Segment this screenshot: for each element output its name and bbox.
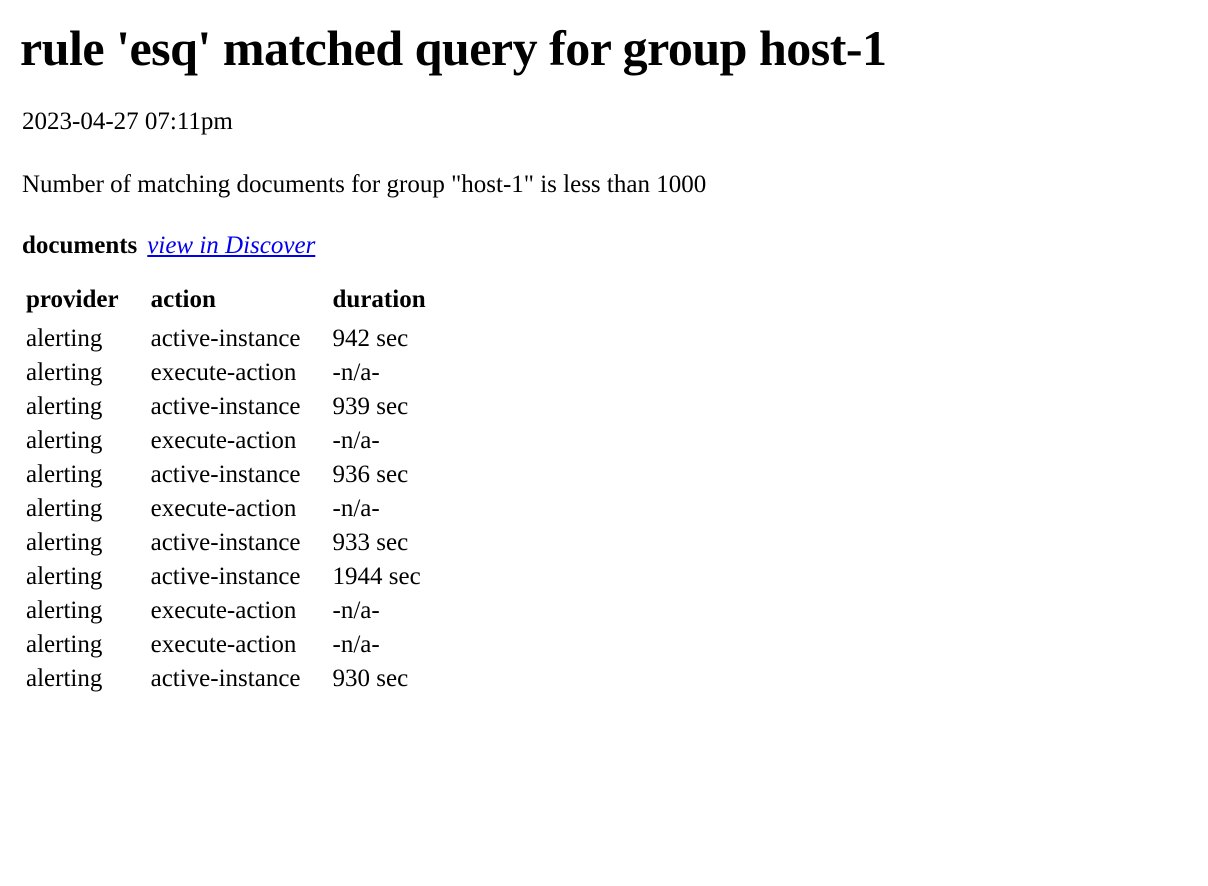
table-row <box>20 390 452 424</box>
cell-duration: -n/a- <box>332 494 380 522</box>
cell-duration: 1944 sec <box>332 562 421 590</box>
table-row <box>20 492 452 526</box>
cell-duration: 939 sec <box>332 392 409 420</box>
cell-provider: alerting <box>26 392 103 420</box>
table-header-row <box>20 286 452 322</box>
cell-provider: alerting <box>26 528 103 556</box>
table-row <box>20 458 452 492</box>
cell-action: active-instance <box>150 460 301 488</box>
column-header-action: action <box>150 285 216 313</box>
documents-row <box>22 232 1188 260</box>
cell-action: active-instance <box>150 324 301 352</box>
cell-duration: 933 sec <box>332 528 409 556</box>
cell-action: active-instance <box>150 664 301 692</box>
documents-label: documents <box>22 231 138 259</box>
cell-duration: 930 sec <box>332 664 409 692</box>
cell-action: execute-action <box>150 358 297 386</box>
table-row <box>20 526 452 560</box>
cell-provider: alerting <box>26 358 103 386</box>
cell-action: execute-action <box>150 596 297 624</box>
table-row <box>20 560 452 594</box>
table-body <box>20 322 452 696</box>
table-row <box>20 356 452 390</box>
cell-action: active-instance <box>150 528 301 556</box>
alert-message: Number of matching documents for group "host-1" is less than 1000 <box>22 170 707 198</box>
table-row <box>20 628 452 662</box>
cell-provider: alerting <box>26 426 103 454</box>
cell-duration: -n/a- <box>332 358 380 386</box>
view-in-discover-link[interactable]: view in Discover <box>147 231 316 259</box>
cell-provider: alerting <box>26 664 103 692</box>
cell-duration: 936 sec <box>332 460 409 488</box>
cell-duration: -n/a- <box>332 630 380 658</box>
cell-duration: -n/a- <box>332 596 380 624</box>
table-row <box>20 322 452 356</box>
cell-action: active-instance <box>150 392 301 420</box>
cell-provider: alerting <box>26 630 103 658</box>
page-title: rule 'esq' matched query for group host-1 <box>20 20 887 76</box>
table-row <box>20 662 452 696</box>
cell-duration: -n/a- <box>332 426 380 454</box>
cell-action: execute-action <box>150 426 297 454</box>
cell-provider: alerting <box>26 562 103 590</box>
cell-provider: alerting <box>26 324 103 352</box>
cell-action: active-instance <box>150 562 301 590</box>
cell-action: execute-action <box>150 630 297 658</box>
cell-provider: alerting <box>26 494 103 522</box>
cell-duration: 942 sec <box>332 324 409 352</box>
documents-table <box>20 286 452 696</box>
column-header-provider: provider <box>26 285 119 313</box>
cell-provider: alerting <box>26 596 103 624</box>
cell-provider: alerting <box>26 460 103 488</box>
table-row <box>20 424 452 458</box>
column-header-duration: duration <box>332 285 426 313</box>
table-row <box>20 594 452 628</box>
cell-action: execute-action <box>150 494 297 522</box>
alert-timestamp: 2023-04-27 07:11pm <box>22 107 233 135</box>
